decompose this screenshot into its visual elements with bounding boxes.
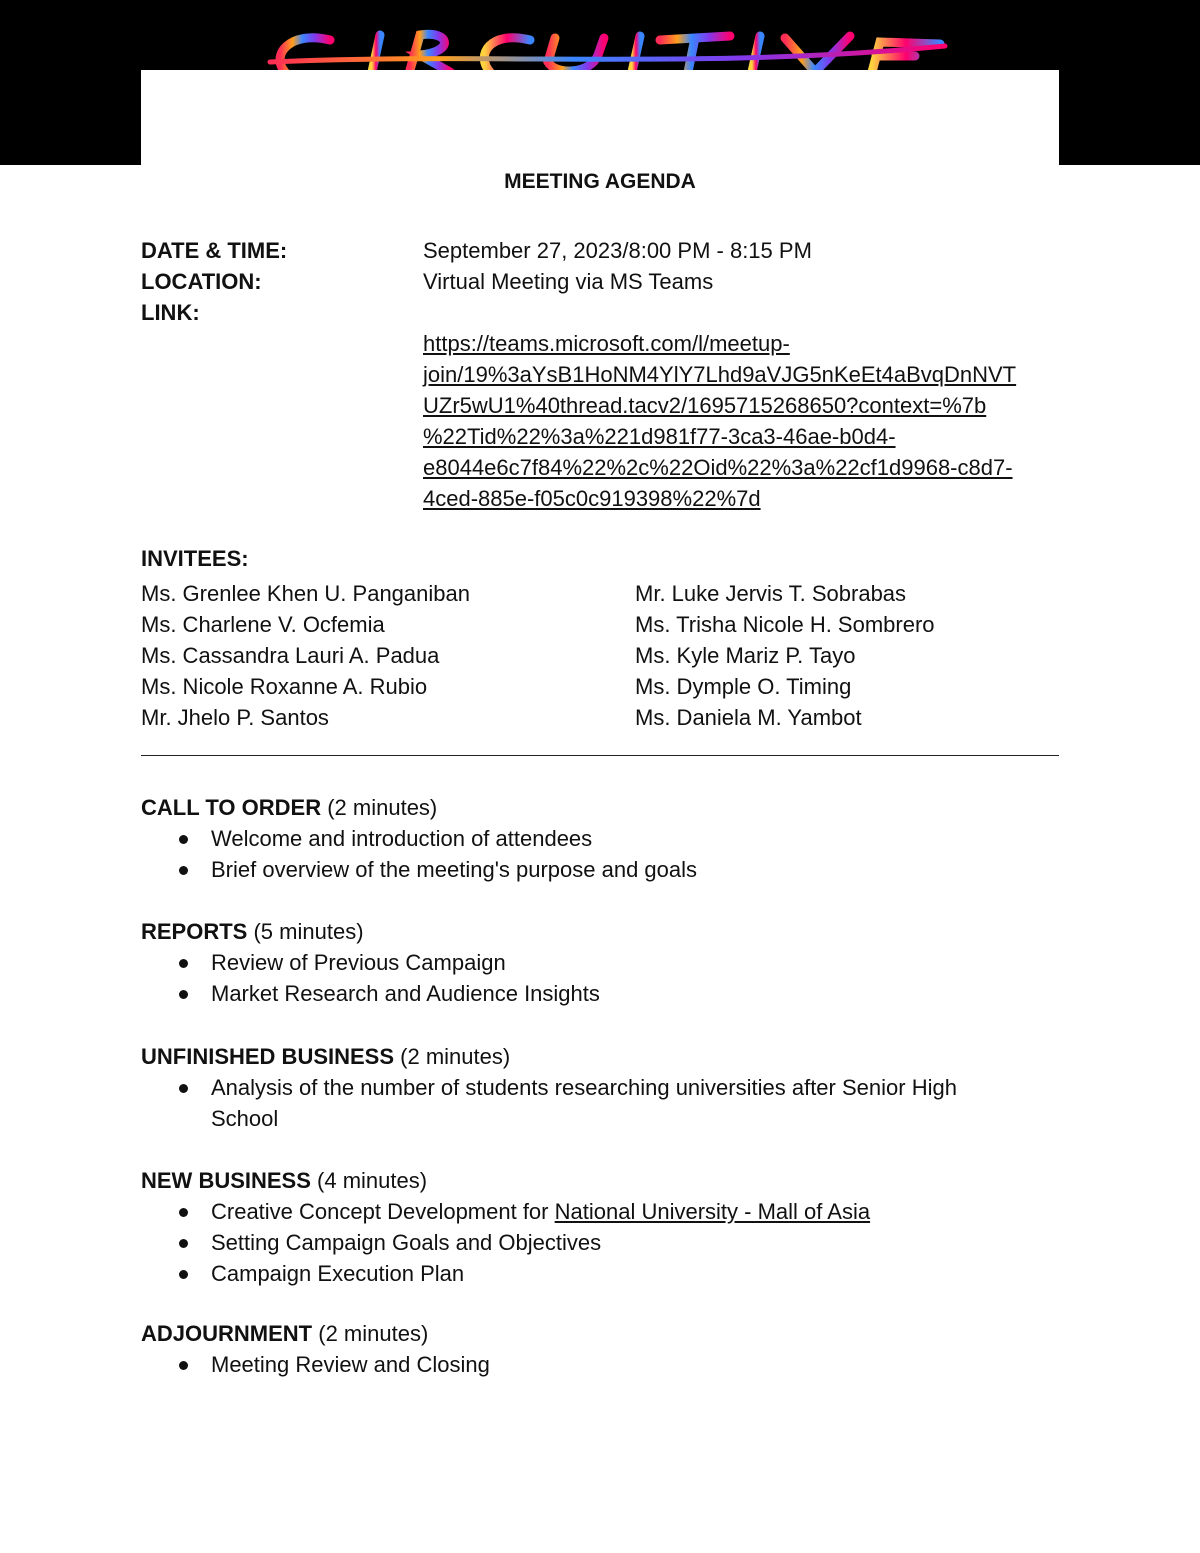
- invitee-name: Ms. Kyle Mariz P. Tayo: [635, 643, 856, 668]
- section-heading: [141, 792, 1059, 823]
- agenda-item-text: Creative Concept Development for: [211, 1199, 555, 1224]
- section-duration: (4 minutes): [317, 1168, 428, 1193]
- invitee-name: Ms. Charlene V. Ocfemia: [141, 612, 385, 637]
- agenda-item: [141, 1072, 1059, 1134]
- meeting-link-line: e8044e6c7f84%22%2c%22Oid%22%3a%22cf1d9968-c8d7-: [423, 455, 1013, 480]
- invitee-name: Ms. Nicole Roxanne A. Rubio: [141, 674, 428, 699]
- location-label: LOCATION:: [141, 269, 262, 294]
- meeting-link[interactable]: [423, 328, 1063, 514]
- agenda-item: [141, 1227, 1059, 1258]
- invitee-name: Mr. Jhelo P. Santos: [141, 705, 329, 730]
- invitee-name: Mr. Luke Jervis T. Sobrabas: [635, 581, 907, 606]
- invitees-left-column: [141, 578, 470, 733]
- agenda-item-text: Brief overview of the meeting's purpose and goals: [211, 857, 698, 882]
- location-value: Virtual Meeting via MS Teams: [423, 269, 714, 294]
- invitee-name: Ms. Cassandra Lauri A. Padua: [141, 643, 440, 668]
- page-title: MEETING AGENDA: [504, 170, 696, 193]
- meeting-link-line: 4ced-885e-f05c0c919398%22%7d: [423, 486, 761, 511]
- agenda-item-text: Campaign Execution Plan: [211, 1261, 465, 1286]
- agenda-item: [141, 1196, 1059, 1227]
- date-time-value: September 27, 2023/8:00 PM - 8:15 PM: [423, 238, 812, 263]
- agenda-items: [141, 1196, 1059, 1289]
- section-duration: (5 minutes): [253, 919, 364, 944]
- section-reports: [141, 916, 1059, 1009]
- meeting-link-line: %22Tid%22%3a%221d981f77-3ca3-46ae-b0d4-: [423, 424, 896, 449]
- section-title: UNFINISHED BUSINESS: [141, 1044, 395, 1069]
- bullet-icon: [179, 1270, 188, 1279]
- agenda-item-text: Setting Campaign Goals and Objectives: [211, 1230, 602, 1255]
- agenda-items: [141, 1072, 1059, 1134]
- section-title: REPORTS: [141, 919, 248, 944]
- bullet-icon: [179, 1239, 188, 1248]
- section-unfinished-business: [141, 1041, 1059, 1134]
- meeting-link-line: https://teams.microsoft.com/l/meetup-: [423, 331, 790, 356]
- agenda-item: [141, 823, 1059, 854]
- bullet-icon: [179, 1208, 188, 1217]
- agenda-item: [141, 854, 1059, 885]
- meeting-link-line: join/19%3aYsB1HoNM4YlY7Lhd9aVJG5nKeEt4aBvqDnNVT: [423, 362, 1017, 387]
- section-heading: [141, 1165, 1059, 1196]
- university-link[interactable]: National University - Mall of Asia: [554, 1199, 871, 1224]
- agenda-item-text-continued: School: [211, 1106, 279, 1131]
- link-label: LINK:: [141, 300, 200, 325]
- section-heading: [141, 1041, 1059, 1072]
- section-adjournment: [141, 1318, 1059, 1380]
- agenda-items: [141, 947, 1059, 1009]
- agenda-item-text: Welcome and introduction of attendees: [211, 826, 593, 851]
- bullet-icon: [179, 1361, 188, 1370]
- section-title: CALL TO ORDER: [141, 795, 322, 820]
- invitee-name: Ms. Trisha Nicole H. Sombrero: [635, 612, 935, 637]
- section-duration: (2 minutes): [400, 1044, 511, 1069]
- bullet-icon: [179, 959, 188, 968]
- agenda-item: [141, 1349, 1059, 1380]
- section-title: NEW BUSINESS: [141, 1168, 311, 1193]
- bullet-icon: [179, 990, 188, 999]
- bullet-icon: [179, 866, 188, 875]
- section-title: ADJOURNMENT: [141, 1321, 313, 1346]
- meeting-link-line: UZr5wU1%40thread.tacv2/1695715268650?context=%7b: [423, 393, 987, 418]
- section-divider: [141, 755, 1059, 756]
- section-new-business: [141, 1165, 1059, 1289]
- agenda-item-text: Analysis of the number of students researching universities after Senior High: [211, 1075, 957, 1100]
- agenda-item: [141, 1258, 1059, 1289]
- bullet-icon: [179, 835, 188, 844]
- agenda-items: [141, 823, 1059, 885]
- agenda-item-text: Review of Previous Campaign: [211, 950, 506, 975]
- invitees-heading: INVITEES:: [141, 546, 249, 571]
- page-top-panel: [141, 70, 1059, 170]
- invitee-name: Ms. Daniela M. Yambot: [635, 705, 862, 730]
- agenda-item-text: Meeting Review and Closing: [211, 1352, 490, 1377]
- invitees-right-column: [635, 578, 935, 733]
- agenda-items: [141, 1349, 1059, 1380]
- section-duration: (2 minutes): [318, 1321, 429, 1346]
- section-heading: [141, 916, 1059, 947]
- invitee-name: Ms. Dymple O. Timing: [635, 674, 852, 699]
- date-time-label: DATE & TIME:: [141, 238, 288, 263]
- section-call-to-order: [141, 792, 1059, 885]
- section-duration: (2 minutes): [327, 795, 438, 820]
- agenda-item: [141, 947, 1059, 978]
- bullet-icon: [179, 1084, 188, 1093]
- section-heading: [141, 1318, 1059, 1349]
- agenda-item: [141, 978, 1059, 1009]
- agenda-item-text: Market Research and Audience Insights: [211, 981, 600, 1006]
- invitee-name: Ms. Grenlee Khen U. Panganiban: [141, 581, 470, 606]
